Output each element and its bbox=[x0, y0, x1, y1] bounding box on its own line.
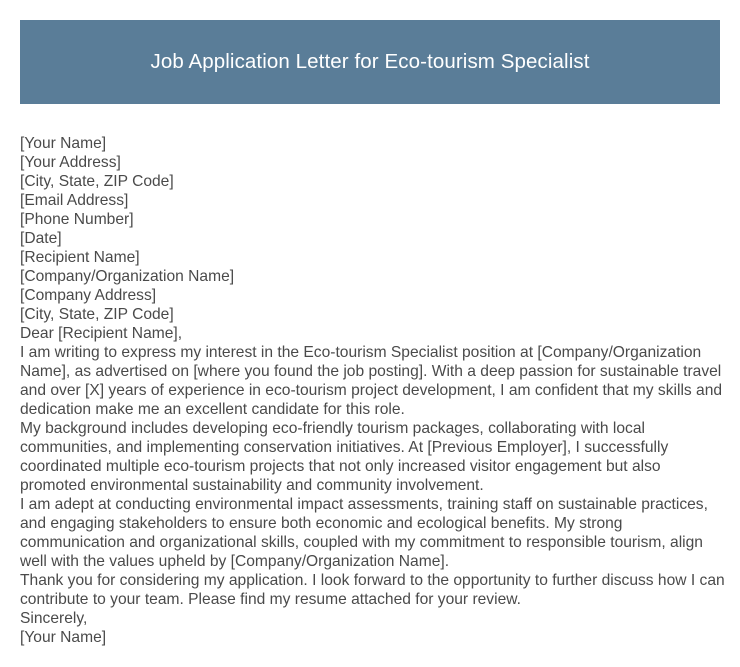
letter-date: [Date] bbox=[20, 229, 62, 247]
salutation: Dear [Recipient Name], bbox=[20, 324, 183, 342]
page-title: Job Application Letter for Eco-tourism Specialist bbox=[150, 50, 590, 73]
company-city-state-zip: [City, State, ZIP Code] bbox=[20, 305, 174, 323]
paragraph-background: My background includes developing eco-friendly tourism packages, collaborating with local communities, and implementing conservation initiatives. At [Previous Employer], I successfully coordinated multiple eco-tourism projects that not only increased visitor engagement but also promoted environmental sustainability and community involvement. bbox=[20, 419, 669, 494]
company-address: [Company Address] bbox=[20, 286, 157, 304]
paragraph-skills: I am adept at conducting environmental impact assessments, training staff on sustainable practices, and engaging stakeholders to ensure both economic and ecological benefits. My strong communication and organizational skills, coupled with my commitment to responsible tourism, align well with the values upheld by [Company/Organization Name]. bbox=[20, 495, 708, 570]
sender-name: [Your Name] bbox=[20, 134, 107, 152]
sender-address: [Your Address] bbox=[20, 153, 121, 171]
sender-city-state-zip: [City, State, ZIP Code] bbox=[20, 172, 174, 190]
title-banner bbox=[20, 20, 720, 104]
paragraph-closing: Thank you for considering my application. I look forward to the opportunity to further discuss how I can contribute to your team. Please find my resume attached for your review. bbox=[20, 571, 725, 608]
recipient-name: [Recipient Name] bbox=[20, 248, 140, 266]
company-name: [Company/Organization Name] bbox=[20, 267, 235, 285]
paragraph-intro: I am writing to express my interest in the Eco-tourism Specialist position at [Company/Organization Name], as advertised on [where you found the job posting]. With a deep passion for sustainable travel and over [X] years of experience in eco-tourism project development, I am confident that my skills and dedication make me an excellent candidate for this role. bbox=[20, 343, 723, 418]
sender-phone: [Phone Number] bbox=[20, 210, 134, 228]
closing: Sincerely, bbox=[20, 609, 88, 627]
sender-email: [Email Address] bbox=[20, 191, 129, 209]
signature: [Your Name] bbox=[20, 628, 107, 646]
letter-body bbox=[20, 134, 725, 647]
